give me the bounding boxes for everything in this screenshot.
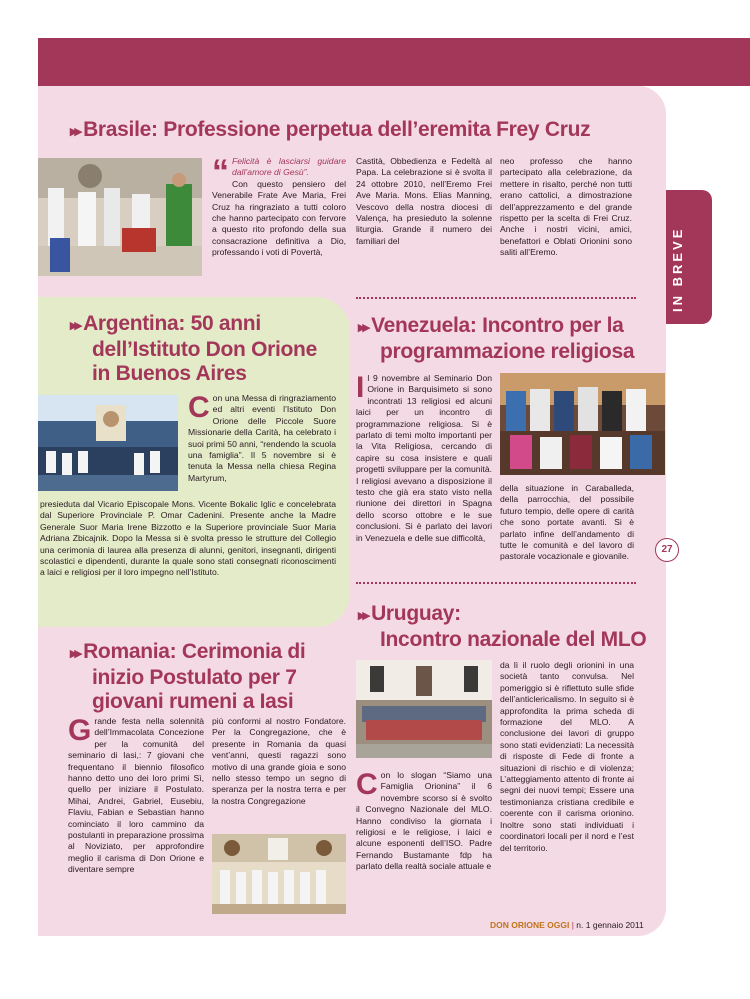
argentina-photo [38,395,178,491]
venezuela-title [358,314,634,364]
uruguay-photo [356,660,492,758]
page-number: 27 [655,538,679,562]
arrow-icon: ▸▸ [358,319,368,336]
argentina-col [188,393,336,484]
uruguay-title-l1: Uruguay: [371,602,461,625]
brasile-col3: neo professo che hanno partecipato alla celebrazione, da mettere in risalto, perché non tutti erano cattolici, a dimostrazione dell’apprezzamento e del grande rispetto per la scelta di Frei Cruz. Anche i nostri vicini, amici, benefattori e Oblati Orionini sono saliti all’Eremo. [500,156,632,258]
footer-magazine: DON ORIONE OGGI [490,920,570,930]
top-banner [38,38,750,86]
arrow-icon: ▸▸ [70,645,80,662]
section-tab [666,190,712,324]
romania-title-l1: Romania: Cerimonia di [83,640,306,663]
argentina-title-l3: in Buenos Aires [92,362,247,385]
uruguay-title-l2: Incontro nazionale del MLO [380,628,647,651]
romania-photo [212,834,346,914]
uruguay-col1 [356,770,492,873]
section-tab-label: IN BREVE [670,226,685,312]
footer: DON ORIONE OGGI | n. 1 gennaio 2011 [490,920,644,930]
romania-title [70,640,305,714]
romania-dropcap: G [68,714,92,747]
romania-title-l3: giovani rumeni a Iasi [92,690,294,713]
argentina-title-l1: Argentina: 50 anni [83,312,261,335]
divider [356,297,636,299]
romania-col1 [68,716,204,876]
argentina-full: presieduta dal Vicario Episcopale Mons. Vicente Bokalic Iglic e concelebrata dal Superiore Provinciale P. Omar Cadenini. Presente anche la Madre Generale Suor Maria Irene Bizzotto e la Superiore provinciale Suor Maria Adriana Zbicajnik. Dopo la Messa si è svolta presso le strutture del Collegio una cerimonia di laurea alla presenza di alunni, genitori, insegnanti, dirigenti scolastici e dipendenti, durante la quale sono stati consegnati riconoscimenti a laici e religiosi per il loro impegno nell’Istituto. [40,499,336,578]
venezuela-col-text: l 9 novembre al Seminario Don Orione in Barquisimeto si sono incontrati 13 religiosi ed alcuni laici per un incontro di programmazione religiosa. Si è parlato di temi molto importanti per la Vita Religiosa, cercando di capire su cosa insistere e quali progetti sviluppare per la comunità. I religiosi avevano a disposizione il testo che già era stato visto nella riunione dei direttori in Spagna dello scorso ottobre e le sue conclusioni. Si è parlato dei lavori in Venezuela e delle sue difficoltà, [356,373,492,543]
arrow-icon: ▸▸ [70,317,80,334]
venezuela-photo [500,373,665,475]
argentina-title [70,312,317,386]
romania-col2: più conformi al nostro Fondatore. Per la Congregazione, che è presente in Romania da quasi vent’anni, questi ragazzi sono motivo di una grande gioia e sono nello stesso tempo un segno di speranza per la nostra terra e per la nostra Congregazione [212,716,346,806]
venezuela-title-l1: Venezuela: Incontro per la [371,314,624,337]
divider [356,582,636,584]
uruguay-col1-text: on lo slogan “Siamo una Famiglia Orionina” il 6 novembre scorso si è svolto il Convegno Nazionale del MLO. Hanno condiviso la giornata i religiosi e le religiose, i laici e alcune esponenti dell’ISO. Padre Fernando Bustamante fdp ha parlato della realtà sociale attuale e [356,770,492,872]
brasile-title-text: Brasile: Professione perpetua dell’eremita Frey Cruz [83,118,591,141]
venezuela-col2: della situazione in Caraballeda, della parrocchia, del possibile futuro tempio, delle opere di carità che sono portate avanti. Si è parlato infine dell’andamento di tutte le comunità e del lavoro di pastorale vocazionale e giovanile. [500,483,634,562]
brasile-photo [38,158,202,276]
footer-issue: n. 1 gennaio 2011 [576,920,644,930]
venezuela-dropcap: I [356,371,365,404]
romania-col1-text: rande festa nella solennità dell’Immacolata Concezione per la comunità del seminario di Iasi,: 7 giovani che frequentano il biennio filosofico hanno detto uno dei loro primi Sì, quello per iniziare il Postulato. Mihai, Andrei, Gabriel, Eusebiu, Flaviu, Fabian e Sebastian hanno cominciato il loro cammino da postulanti in preparazione prossima al Noviziato, per approfondire meglio il carisma di Don Orione e diventare sempre [68,716,204,875]
uruguay-col2: da lì il ruolo degli orionini in una società tanto convulsa. Nel pomeriggio si è riflettuto sulle sfide dell’anticlericalismo. In seguito si è approfondita la prima scheda di formazione del MLO. A conclusione dei lavori di gruppo sono stati evidenziati: La necessità di risposte di Fede di fronte a situazioni di rischio e di violenza; L’atteggiamento attento di fronte ai segni dei nuovi tempi; Essere una testimonianza cristiana credibile e coerente con il carisma orionino. Inoltre sono stati individuati i coordinatori locali per il nord e l’est del territorio. [500,660,634,853]
argentina-dropcap: C [188,391,210,424]
brasile-quote-mark: “ [212,153,229,191]
brasile-col1-text: Con questo pensiero del Venerabile Frate Ave Maria, Frei Cruz ha ringraziato a tutti coloro che hanno partecipato con fervore a questo rito profondo della sua consacrazione definitiva a Dio, professando i voti di Povertà, [212,178,346,258]
venezuela-title-l2: programmazione religiosa [380,340,635,363]
uruguay-dropcap: C [356,768,378,801]
uruguay-title [358,602,646,652]
brasile-title [70,118,590,144]
venezuela-col [356,373,492,544]
argentina-title-l2: dell’Istituto Don Orione [92,338,317,361]
romania-title-l2: inizio Postulato per 7 [92,666,297,689]
brasile-col1 [212,153,346,259]
brasile-col2: Castità, Obbedienza e Fedeltà al Papa. La celebrazione si è svolta il 24 ottobre 2010, nell’Eremo Frei Ave Maria. Mons. Elias Manning, Vescovo della nostra diocesi di Valença, ha presieduto la solenne liturgia. Grande il numero dei familiari del [356,156,492,246]
brasile-quote: Felicità è lasciarsi guidare dall’amore di Gesù”. [232,156,346,178]
argentina-col-text: on una Messa di ringraziamento ed altri eventi l’Istituto Don Orione delle Piccole Suore Missionarie della Carità, ha celebrato i suoi primi 50 anni, “rendendo la scuola una famiglia”. Il 5 novembre si è tenuta la Messa nella chiesa Regina Martyrum, [188,393,336,483]
arrow-icon: ▸▸ [70,123,80,140]
arrow-icon: ▸▸ [358,607,368,624]
